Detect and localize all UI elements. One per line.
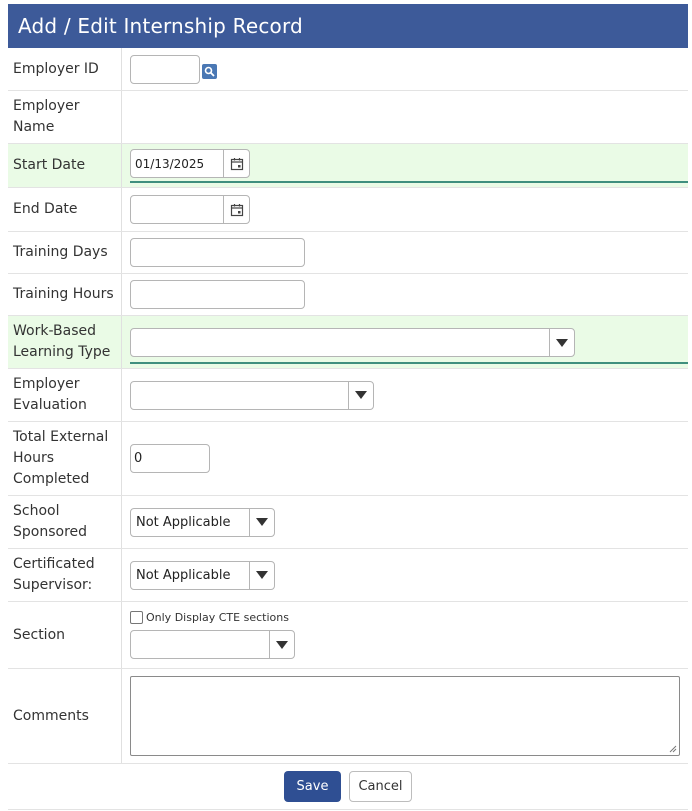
- row-school-sponsored: [8, 496, 688, 549]
- employer-id-label: Employer ID: [13, 60, 99, 77]
- school-sponsored-value: Not Applicable: [136, 514, 231, 530]
- total-external-hours-label: Total External Hours Completed: [13, 429, 109, 487]
- row-employer-id: [8, 48, 688, 91]
- resize-grip-icon[interactable]: [669, 745, 677, 753]
- training-days-label: Training Days: [13, 244, 108, 260]
- wbl-type-underline: [130, 362, 688, 364]
- employer-evaluation-select[interactable]: [130, 381, 374, 410]
- caret-down-icon: [256, 518, 268, 526]
- row-start-date: [8, 144, 688, 188]
- section-value: [131, 631, 269, 658]
- employer-name-label: Employer Name: [13, 98, 80, 135]
- employer-id-input[interactable]: [130, 55, 200, 84]
- calendar-icon: [230, 157, 244, 171]
- wbl-type-value: [131, 329, 549, 356]
- section-label: Section: [13, 626, 66, 643]
- start-date-calendar-button[interactable]: [223, 150, 249, 177]
- certificated-supervisor-label: Certificated Supervisor:: [13, 556, 95, 593]
- employer-lookup-button[interactable]: [202, 64, 217, 79]
- school-sponsored-select[interactable]: [130, 508, 275, 537]
- start-date-value: 01/13/2025: [135, 156, 205, 171]
- comments-label: Comments: [13, 707, 89, 724]
- caret-down-icon: [556, 339, 568, 347]
- training-days-input[interactable]: [130, 238, 305, 267]
- caret-down-icon: [355, 391, 367, 399]
- end-date-calendar-button[interactable]: [223, 196, 249, 223]
- comments-textarea[interactable]: [130, 676, 680, 756]
- form-actions: [8, 764, 688, 810]
- training-hours-input[interactable]: [130, 280, 305, 309]
- start-date-underline: [130, 181, 688, 183]
- row-certificated-supervisor: [8, 549, 688, 602]
- school-sponsored-label: School Sponsored: [13, 503, 88, 540]
- form-title: Add / Edit Internship Record: [8, 4, 688, 48]
- row-training-hours: [8, 274, 688, 316]
- row-training-days: [8, 232, 688, 274]
- row-comments: [8, 669, 688, 764]
- certificated-supervisor-select[interactable]: [130, 561, 275, 590]
- start-date-input[interactable]: [130, 149, 250, 178]
- caret-down-icon: [256, 571, 268, 579]
- row-employer-evaluation: [8, 369, 688, 422]
- employer-evaluation-value: [131, 382, 348, 409]
- row-employer-name: [8, 91, 688, 144]
- row-section: [8, 602, 688, 669]
- row-wbl-type: [8, 316, 688, 369]
- row-end-date: [8, 188, 688, 232]
- total-external-hours-input[interactable]: 0: [130, 444, 210, 473]
- end-date-value: [131, 196, 223, 223]
- cte-only-checkline[interactable]: [130, 611, 289, 624]
- certificated-supervisor-dropdown-button[interactable]: [249, 562, 274, 589]
- cancel-button[interactable]: Cancel: [349, 771, 412, 802]
- row-total-external-hours: [8, 422, 688, 496]
- cte-only-checkbox-label: Only Display CTE sections: [146, 611, 289, 624]
- certificated-supervisor-value: Not Applicable: [136, 567, 231, 583]
- wbl-type-dropdown-button[interactable]: [549, 329, 574, 356]
- end-date-input[interactable]: [130, 195, 250, 224]
- section-select[interactable]: [130, 630, 295, 659]
- start-date-label: Start Date: [13, 157, 86, 173]
- caret-down-icon: [276, 641, 288, 649]
- wbl-type-select[interactable]: [130, 328, 575, 357]
- employer-evaluation-label: Employer Evaluation: [13, 376, 87, 413]
- employer-evaluation-dropdown-button[interactable]: [348, 382, 373, 409]
- training-hours-label: Training Hours: [13, 286, 114, 302]
- end-date-label: End Date: [13, 201, 78, 217]
- section-dropdown-button[interactable]: [269, 631, 294, 658]
- cte-only-checkbox[interactable]: [130, 611, 143, 624]
- school-sponsored-dropdown-button[interactable]: [249, 509, 274, 536]
- wbl-type-label: Work-Based Learning Type: [13, 323, 111, 360]
- search-icon: [204, 66, 215, 77]
- internship-form: [8, 4, 688, 810]
- calendar-icon: [230, 203, 244, 217]
- save-button[interactable]: Save: [284, 771, 341, 802]
